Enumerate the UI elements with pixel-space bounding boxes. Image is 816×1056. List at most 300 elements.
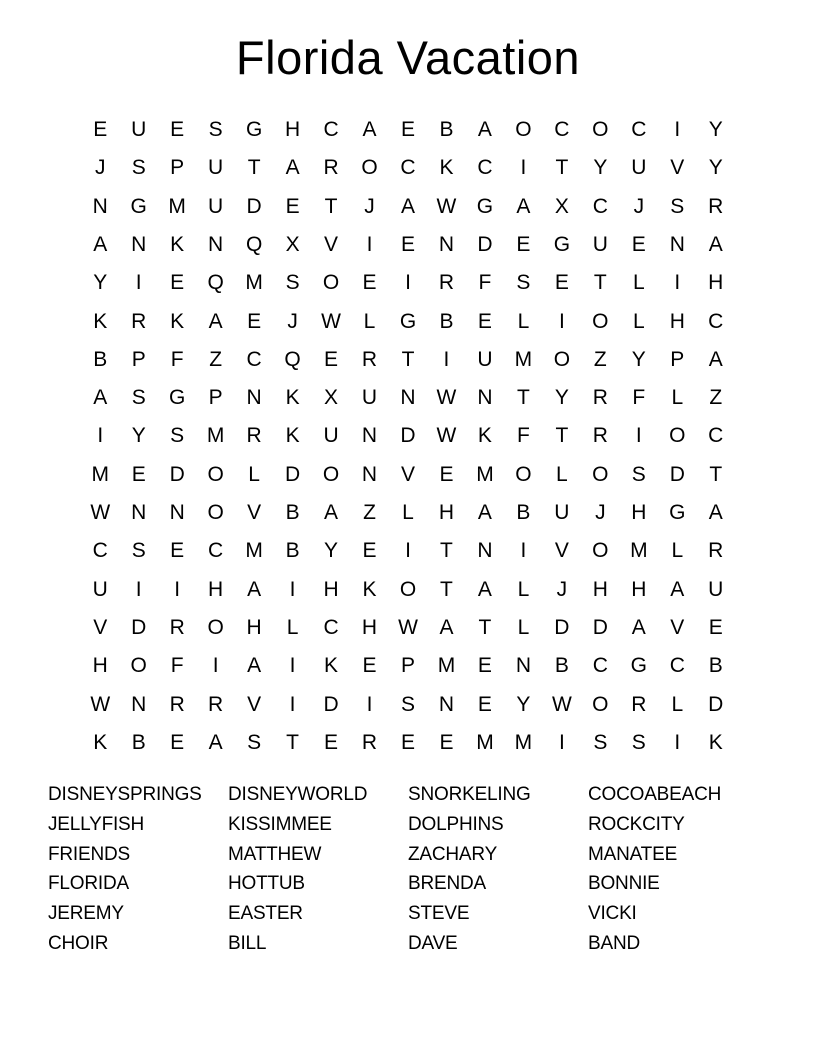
grid-letter: E [439, 730, 454, 754]
word-item: MANATEE [588, 843, 678, 865]
grid-letter: C [323, 615, 339, 639]
grid-letter: L [363, 309, 376, 333]
grid-letter: V [93, 615, 108, 639]
grid-letter: A [93, 233, 108, 257]
grid-letter: D [246, 194, 262, 218]
grid-letter: Z [209, 347, 223, 371]
grid-letter: U [361, 386, 378, 410]
grid-letter: A [708, 233, 723, 257]
grid-letter: K [285, 424, 300, 448]
word-item: DISNEYWORLD [228, 784, 368, 805]
word-item: COCOABEACH [588, 784, 722, 805]
grid-letter: S [631, 730, 646, 754]
word-list [48, 780, 788, 959]
grid-letter: E [554, 271, 569, 295]
grid-letter: I [212, 654, 219, 678]
grid-letter: H [284, 118, 301, 142]
grid-letter: D [323, 692, 339, 716]
grid-letter: S [400, 692, 415, 716]
word-item: JEREMY [48, 903, 124, 925]
grid-letter: B [554, 654, 569, 678]
grid-letter: B [285, 501, 300, 525]
grid-letter: O [592, 539, 609, 563]
grid-letter: T [247, 156, 261, 180]
grid-letter: I [405, 271, 411, 295]
word-item: FLORIDA [48, 873, 129, 895]
grid-letter: D [169, 462, 185, 486]
grid-letter: D [554, 615, 570, 639]
grid-letter: C [669, 654, 685, 678]
grid-letter: O [515, 462, 532, 486]
grid-letter: P [400, 654, 415, 678]
grid-letter: S [131, 386, 146, 410]
grid-letter: S [670, 194, 685, 218]
grid-letter: U [708, 577, 724, 601]
grid-letter: A [708, 501, 723, 525]
grid-letter: A [477, 577, 492, 601]
grid-letter: W [436, 386, 457, 410]
grid-letter: M [476, 462, 494, 486]
grid-letter: Z [363, 501, 376, 525]
grid-letter: L [286, 615, 299, 639]
grid-letter: Y [631, 347, 646, 371]
grid-letter: I [674, 271, 681, 295]
word-item: BILL [228, 932, 267, 954]
grid-letter: G [553, 233, 571, 257]
grid-letter: O [399, 577, 417, 601]
grid-letter: I [443, 347, 450, 371]
grid-letter: E [362, 539, 377, 563]
grid-letter: T [440, 539, 453, 563]
grid-letter: B [708, 654, 723, 678]
grid-letter: K [477, 424, 492, 448]
grid-letter: B [131, 730, 146, 754]
grid-letter: L [671, 692, 684, 716]
grid-letter: N [246, 386, 262, 410]
grid-letter: E [324, 730, 339, 754]
grid-letter: V [670, 156, 685, 180]
grid-letter: F [632, 386, 646, 410]
word-item: CHOIR [48, 932, 109, 954]
grid-letter: O [592, 118, 609, 142]
grid-letter: C [477, 156, 493, 180]
grid-letter: I [520, 539, 527, 563]
grid-letter: D [477, 233, 493, 257]
grid-letter: N [400, 386, 416, 410]
grid-letter: I [174, 577, 181, 601]
grid-letter: I [558, 730, 565, 754]
grid-letter: S [131, 539, 146, 563]
word-list-column [228, 780, 408, 959]
grid-letter: L [517, 309, 530, 333]
puzzle-title: Florida Vacation [235, 31, 581, 84]
grid-letter: M [206, 424, 225, 448]
grid-letter: D [400, 424, 416, 448]
grid-letter: M [476, 730, 494, 754]
grid-letter: N [92, 194, 108, 218]
grid-letter: T [709, 462, 723, 486]
grid-letter: A [285, 156, 300, 180]
grid-letter: T [555, 156, 569, 180]
grid-letter: K [170, 309, 185, 333]
grid-letter: N [131, 501, 147, 525]
grid-letter: H [631, 501, 647, 525]
grid-letter: C [92, 539, 108, 563]
grid-letter: E [170, 118, 185, 142]
grid-letter: T [516, 386, 530, 410]
grid-letter: N [169, 501, 185, 525]
grid-letter: H [669, 309, 685, 333]
grid-letter: W [321, 309, 341, 333]
grid-letter: A [208, 730, 223, 754]
grid-letter: Q [207, 271, 224, 295]
grid-letter: C [208, 539, 224, 563]
grid-letter: I [558, 309, 565, 333]
grid-letter: C [592, 194, 608, 218]
grid-letter: N [477, 539, 493, 563]
grid-letter: O [322, 462, 340, 486]
grid-letter: A [631, 615, 646, 639]
grid-letter: N [515, 654, 531, 678]
word-item: ZACHARY [408, 843, 498, 865]
grid-letter: F [170, 654, 184, 678]
grid-letter: K [93, 309, 108, 333]
grid-letter: R [592, 386, 608, 410]
grid-letter: U [554, 501, 570, 525]
grid-letter: S [631, 462, 646, 486]
grid-letter: V [400, 462, 415, 486]
grid-letter: S [208, 118, 223, 142]
grid-letter: A [362, 118, 377, 142]
word-item: BONNIE [588, 873, 660, 895]
grid-letter: J [287, 309, 298, 333]
grid-letter: E [93, 118, 108, 142]
grid-letter: H [438, 501, 455, 525]
grid-letter: O [592, 309, 609, 333]
grid-letter: F [516, 424, 530, 448]
grid-letter: I [405, 539, 411, 563]
word-list-column [48, 780, 228, 959]
grid-letter: H [323, 577, 339, 601]
grid-letter: A [670, 577, 685, 601]
grid-letter: M [245, 539, 263, 563]
grid-letter: O [592, 462, 609, 486]
grid-letter: D [669, 462, 685, 486]
grid-letter: K [93, 730, 108, 754]
grid-letter: R [131, 309, 147, 333]
grid-letter: I [97, 424, 104, 448]
word-item: ROCKCITY [588, 813, 685, 835]
grid-letter: F [170, 347, 184, 371]
grid-letter: I [674, 730, 681, 754]
grid-letter: E [324, 347, 339, 371]
grid-letter: J [633, 194, 645, 218]
grid-letter: D [592, 615, 608, 639]
grid-letter: Y [93, 271, 108, 295]
grid-letter: H [631, 577, 647, 601]
word-item: VICKI [588, 903, 637, 925]
grid-letter: N [208, 233, 224, 257]
grid-letter: I [366, 233, 373, 257]
grid-letter: C [708, 424, 724, 448]
grid-letter: N [669, 233, 685, 257]
grid-letter: D [284, 462, 301, 486]
grid-letter: R [208, 692, 224, 716]
grid-letter: O [322, 271, 340, 295]
grid-letter: H [92, 654, 108, 678]
grid-letter: G [476, 194, 494, 218]
grid-letter: E [285, 194, 300, 218]
grid-letter: Y [593, 156, 608, 180]
grid-letter: K [439, 156, 454, 180]
grid-letter: R [169, 692, 185, 716]
grid-letter: B [516, 501, 531, 525]
grid-letter: B [439, 309, 454, 333]
grid-letter: D [708, 692, 724, 716]
grid-letter: E [516, 233, 531, 257]
grid-letter: W [436, 194, 457, 218]
grid-letter: A [208, 309, 223, 333]
grid-letter: C [323, 118, 339, 142]
grid-letter: A [400, 194, 415, 218]
grid-letter: X [554, 194, 569, 218]
grid-letter: F [478, 271, 492, 295]
grid-letter: D [131, 615, 147, 639]
grid-letter: A [93, 386, 108, 410]
word-item: MATTHEW [228, 843, 322, 865]
grid-letter: T [555, 424, 569, 448]
grid-letter: X [285, 233, 300, 257]
grid-letter: R [361, 730, 378, 754]
grid-letter: V [324, 233, 339, 257]
grid-letter: S [131, 156, 146, 180]
grid-letter: R [169, 615, 185, 639]
grid-letter: I [635, 424, 642, 448]
grid-letter: V [670, 615, 685, 639]
grid-letter: E [170, 539, 185, 563]
grid-letter: O [207, 615, 224, 639]
grid-letter: W [90, 501, 111, 525]
grid-letter: O [207, 501, 224, 525]
word-item: BAND [588, 932, 640, 954]
grid-letter: L [517, 615, 530, 639]
word-list-column [588, 780, 768, 959]
grid-letter: N [131, 233, 147, 257]
grid-letter: P [670, 347, 685, 371]
grid-letter: O [130, 654, 147, 678]
grid-letter: E [131, 462, 146, 486]
grid-letter: E [170, 271, 185, 295]
grid-letter: T [440, 577, 453, 601]
grid-letter: W [90, 692, 111, 716]
grid-letter: U [92, 577, 108, 601]
grid-letter: R [708, 539, 724, 563]
grid-letter: K [708, 730, 723, 754]
grid-letter: Z [593, 347, 607, 371]
grid-letter: Y [554, 386, 569, 410]
grid-letter: G [630, 654, 647, 678]
grid-letter: R [246, 424, 262, 448]
grid-letter: I [674, 118, 681, 142]
grid-letter: G [669, 501, 686, 525]
grid-letter: Y [708, 156, 723, 180]
grid-letter: V [247, 692, 262, 716]
grid-letter: A [247, 654, 262, 678]
word-item: JELLYFISH [48, 813, 145, 835]
grid-letter: T [593, 271, 607, 295]
letter-grid [81, 111, 735, 762]
grid-letter: X [324, 386, 339, 410]
grid-letter: O [592, 692, 609, 716]
grid-letter: A [247, 577, 262, 601]
grid-letter: J [364, 194, 375, 218]
grid-letter: M [437, 654, 456, 678]
grid-letter: E [708, 615, 723, 639]
grid-letter: V [247, 501, 262, 525]
grid-letter: N [438, 692, 455, 716]
word-item: DAVE [408, 932, 458, 954]
grid-letter: E [170, 730, 185, 754]
grid-letter: L [248, 462, 260, 486]
grid-letter: Y [708, 118, 723, 142]
grid-letter: Y [516, 692, 531, 716]
grid-letter: E [400, 233, 415, 257]
grid-letter: S [285, 271, 300, 295]
grid-letter: L [517, 577, 530, 601]
word-item: SNORKELING [408, 784, 531, 805]
grid-letter: W [398, 615, 418, 639]
grid-letter: E [477, 692, 492, 716]
grid-letter: E [400, 118, 415, 142]
grid-letter: L [671, 539, 684, 563]
grid-letter: H [708, 271, 724, 295]
grid-letter: A [477, 118, 492, 142]
grid-letter: W [551, 692, 572, 716]
grid-letter: G [169, 386, 186, 410]
word-item: BRENDA [408, 873, 486, 895]
grid-letter: U [131, 118, 147, 142]
grid-letter: E [400, 730, 415, 754]
grid-letter: M [514, 347, 533, 371]
grid-letter: A [324, 501, 339, 525]
grid-letter: Q [284, 347, 301, 371]
grid-letter: K [170, 233, 185, 257]
grid-letter: M [630, 539, 648, 563]
grid-letter: L [632, 271, 645, 295]
grid-letter: E [477, 654, 492, 678]
grid-letter: N [438, 233, 455, 257]
grid-letter: I [289, 577, 296, 601]
grid-letter: G [399, 309, 417, 333]
grid-letter: U [323, 424, 339, 448]
word-item: FRIENDS [48, 843, 130, 865]
grid-letter: C [400, 156, 416, 180]
grid-letter: H [246, 615, 262, 639]
grid-letter: L [671, 386, 684, 410]
grid-letter: G [245, 118, 263, 142]
grid-letter: E [362, 271, 377, 295]
grid-letter: M [245, 271, 263, 295]
grid-letter: B [285, 539, 300, 563]
grid-letter: L [556, 462, 568, 486]
grid-letter: N [361, 424, 378, 448]
grid-letter: T [478, 615, 492, 639]
grid-letter: U [208, 156, 224, 180]
grid-letter: T [401, 347, 415, 371]
word-item: HOTTUB [228, 873, 305, 895]
grid-letter: I [520, 156, 527, 180]
grid-letter: I [135, 271, 142, 295]
grid-letter: S [170, 424, 185, 448]
grid-letter: I [135, 577, 142, 601]
grid-letter: U [208, 194, 224, 218]
grid-letter: L [632, 309, 645, 333]
grid-letter: T [286, 730, 299, 754]
grid-letter: A [516, 194, 531, 218]
grid-letter: S [516, 271, 531, 295]
grid-letter: M [168, 194, 186, 218]
grid-letter: O [361, 156, 378, 180]
grid-letter: C [708, 309, 724, 333]
grid-letter: A [708, 347, 723, 371]
grid-letter: S [593, 730, 608, 754]
grid-letter: V [554, 539, 569, 563]
grid-letter: R [708, 194, 724, 218]
grid-letter: C [592, 654, 608, 678]
word-item: KISSIMMEE [228, 813, 332, 835]
grid-letter: B [93, 347, 108, 371]
grid-letter: U [592, 233, 608, 257]
grid-letter: K [285, 386, 300, 410]
grid-letter: C [554, 118, 570, 142]
grid-letter: J [595, 501, 606, 525]
grid-letter: E [362, 654, 377, 678]
grid-letter: Q [245, 233, 263, 257]
grid-letter: R [592, 424, 608, 448]
grid-letter: I [289, 692, 296, 716]
grid-letter: T [324, 194, 338, 218]
grid-letter: S [247, 730, 262, 754]
grid-letter: A [477, 501, 492, 525]
grid-letter: L [402, 501, 414, 525]
grid-letter: H [208, 577, 224, 601]
grid-letter: Y [324, 539, 339, 563]
grid-letter: R [323, 156, 339, 180]
grid-letter: K [362, 577, 377, 601]
grid-letter: J [94, 156, 106, 180]
grid-letter: R [438, 271, 455, 295]
grid-letter: G [130, 194, 147, 218]
grid-letter: J [556, 577, 568, 601]
grid-letter: Y [131, 424, 146, 448]
grid-letter: M [91, 462, 109, 486]
grid-letter: O [669, 424, 686, 448]
grid-letter: O [515, 118, 532, 142]
grid-letter: W [436, 424, 457, 448]
grid-letter: P [131, 347, 146, 371]
word-item: DISNEYSPRINGS [48, 784, 202, 805]
grid-letter: E [477, 309, 492, 333]
grid-letter: N [361, 462, 378, 486]
grid-letter: H [592, 577, 608, 601]
word-item: STEVE [408, 903, 470, 925]
grid-letter: A [439, 615, 454, 639]
grid-letter: M [514, 730, 533, 754]
grid-letter: U [477, 347, 493, 371]
grid-letter: C [246, 347, 262, 371]
word-item: DOLPHINS [408, 813, 504, 835]
grid-letter: R [361, 347, 378, 371]
